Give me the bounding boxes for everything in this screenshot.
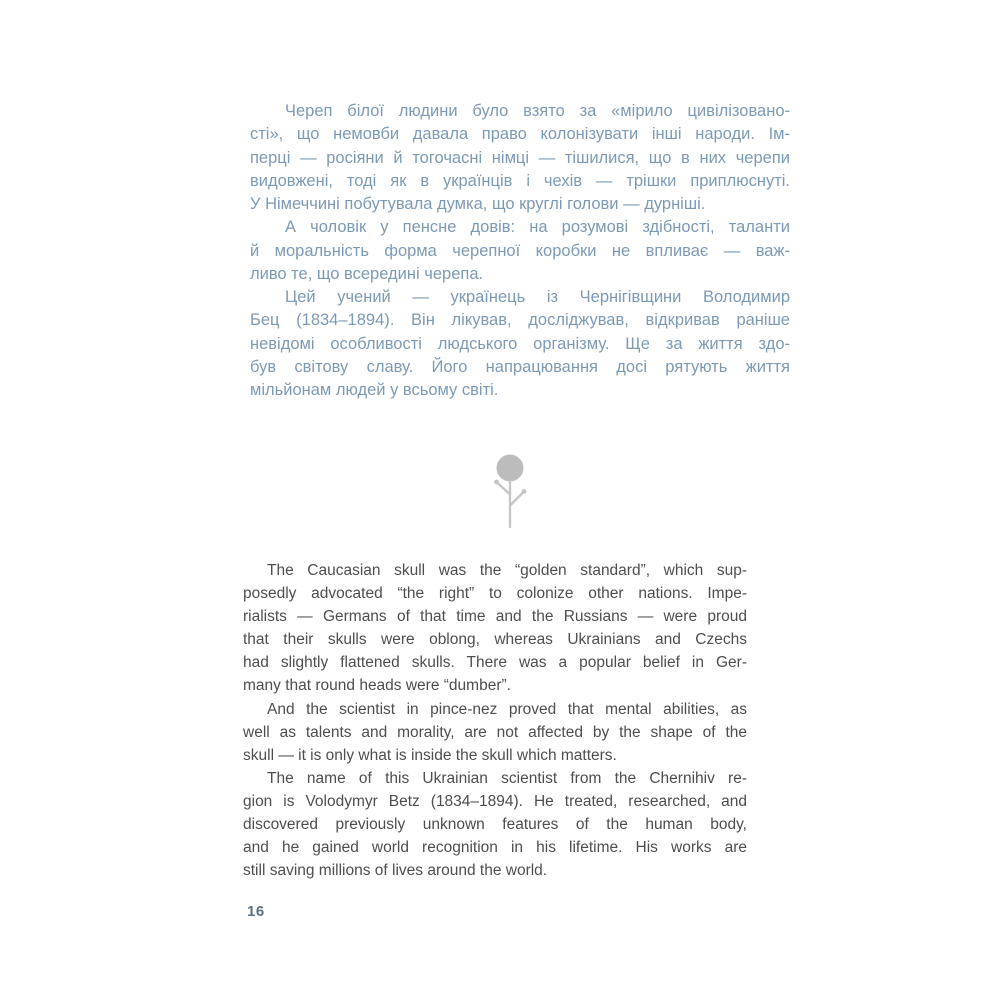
- english-text-block: [243, 559, 747, 882]
- text-line: У Німеччині побутувала думка, що круглі голови — дурніші.: [250, 195, 706, 213]
- flower-sprig-icon: [478, 448, 542, 533]
- text-line: невідомі особливості людського організму. Ще за життя здо-: [250, 334, 790, 353]
- text-line: posedly advocated “the right” to colonize other nations. Impe-: [243, 585, 747, 603]
- text-line: gion is Volodymyr Betz (1834–1894). He treated, researched, and: [243, 792, 747, 810]
- text-line: був світову славу. Його напрацювання досі рятують життя: [250, 357, 790, 376]
- text-line: well as talents and morality, are not affected by the shape of the: [243, 723, 747, 741]
- text-line: А чоловік у пенсне довів: на розумові здібності, таланти: [285, 218, 790, 237]
- text-line: rialists — Germans of that time and the Russians — were proud: [243, 608, 747, 626]
- text-line: сті», що немовби давала право колонізувати інші народи. Ім-: [250, 125, 790, 144]
- ukrainian-text-block: [250, 100, 790, 402]
- text-line: Цей учений — українець із Чернігівщини Володимир: [285, 288, 790, 306]
- text-line: мільйонам людей у всьому світі.: [250, 381, 499, 399]
- text-line: many that round heads were “dumber”.: [243, 677, 511, 695]
- text-line: Бец (1834–1894). Він лікував, досліджував, відкривав раніше: [250, 311, 790, 330]
- text-line: discovered previously unknown features of the human body,: [243, 816, 747, 834]
- page-number: 16: [247, 903, 265, 920]
- text-line: still saving millions of lives around the world.: [243, 862, 548, 880]
- text-line: And the scientist in pince-nez proved that mental abilities, as: [267, 700, 747, 718]
- text-line: had slightly flattened skulls. There was a popular belief in Ger-: [243, 654, 747, 672]
- text-line: The Caucasian skull was the “golden standard”, which sup-: [267, 562, 747, 579]
- text-line: The name of this Ukrainian scientist from the Chernihiv re-: [267, 769, 747, 787]
- text-line: skull — it is only what is inside the skull which matters.: [243, 746, 617, 764]
- text-line: Череп білої людини було взято за «мірило цивілізовано-: [285, 102, 790, 120]
- text-line: й моральність форма черепної коробки не впливає — важ-: [250, 241, 790, 260]
- text-line: that their skulls were oblong, whereas Ukrainians and Czechs: [243, 631, 747, 649]
- text-line: ливо те, що всередині черепа.: [250, 264, 484, 283]
- text-line: видовжені, тоді як в українців і чехів — трішки приплюснуті.: [250, 171, 790, 190]
- text-line: перці — росіяни й тогочасні німці — тішилися, що в них черепи: [250, 148, 790, 167]
- text-line: and he gained world recognition in his lifetime. His works are: [243, 839, 747, 857]
